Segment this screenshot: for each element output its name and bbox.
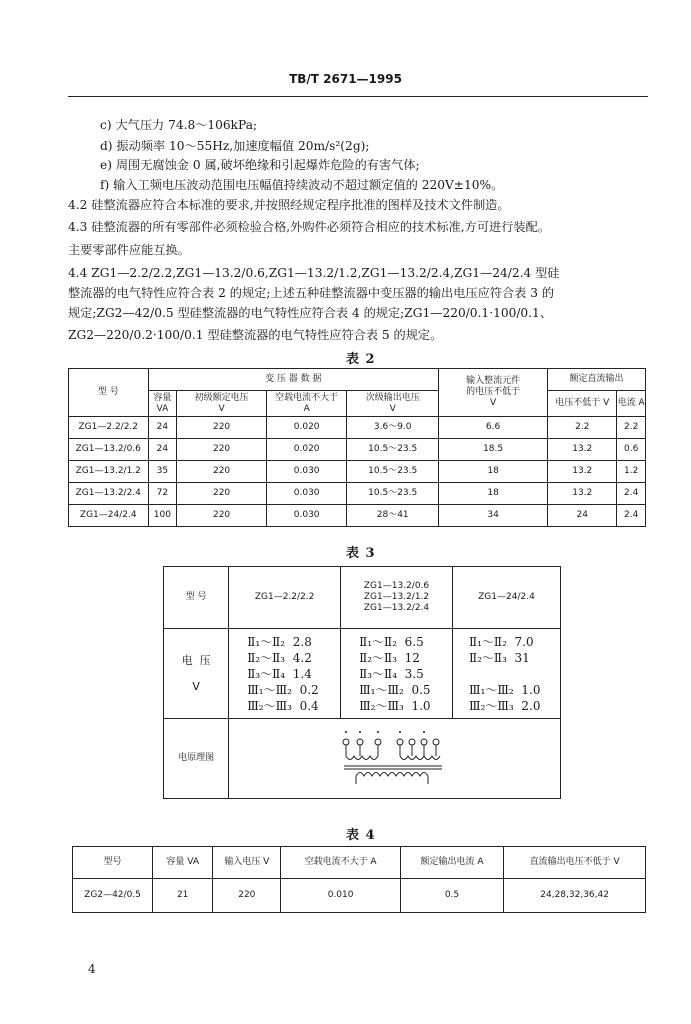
- voltage-list: Ⅱ₁～Ⅱ₂ 7.0 Ⅱ₂～Ⅱ₃ 31 Ⅲ₁～Ⅲ₂ 1.0 Ⅲ₂～Ⅲ₃ 2.0: [468, 634, 541, 713]
- table-cell: 0.030: [266, 461, 346, 483]
- table-cell: 220: [213, 879, 281, 913]
- table-cell: ZG1—2.2/2.2: [69, 417, 149, 439]
- table4-header-rated-current: 额定输出电流 A: [400, 847, 503, 879]
- table3-header-model: 型 号: [164, 567, 229, 629]
- table3-voltage-col1: [229, 629, 341, 719]
- table4-header-input-voltage: 输入电压 V: [213, 847, 281, 879]
- table-cell: 0.020: [266, 439, 346, 461]
- table-cell: 18.5: [439, 439, 548, 461]
- table-cell: 3.6～9.0: [347, 417, 439, 439]
- table2-header-model: 型 号: [69, 369, 149, 417]
- table-cell: 72: [148, 483, 177, 505]
- table-3: [163, 566, 561, 799]
- table-row: [73, 879, 646, 913]
- table2-header-input-voltage: 输入整流元件 的电压不低于 V: [439, 369, 548, 417]
- table-cell: 10.5～23.5: [347, 483, 439, 505]
- table-cell: 21: [153, 879, 213, 913]
- clause-e: e) 周围无腐蚀金 0 属,破坏绝缘和引起爆炸危险的有害气体;: [100, 158, 420, 172]
- table3-schematic: [229, 719, 561, 799]
- table-cell: 0.5: [400, 879, 503, 913]
- table-cell: 10.5～23.5: [347, 439, 439, 461]
- table-cell: 18: [439, 461, 548, 483]
- voltage-list: Ⅱ₁～Ⅱ₂ 6.5 Ⅱ₂～Ⅱ₃ 12 Ⅱ₃～Ⅱ₄ 3.5 Ⅲ₁～Ⅲ₂ 0.5 Ⅲ₂～Ⅲ₃ 1.0: [359, 634, 431, 713]
- clause-c: c) 大气压力 74.8～106kPa;: [100, 118, 258, 132]
- table-cell: 28～41: [347, 505, 439, 527]
- table-cell: ZG1—13.2/0.6: [69, 439, 149, 461]
- table-cell: 2.4: [617, 505, 646, 527]
- table-row: [69, 483, 646, 505]
- standard-number: TB/T 2671—1995: [289, 72, 402, 86]
- clause-d: d) 振动频率 10～55Hz,加速度幅值 20m/s²(2g);: [100, 139, 370, 153]
- table-row: [69, 505, 646, 527]
- table-cell: 0.030: [266, 483, 346, 505]
- table-cell: 100: [148, 505, 177, 527]
- table4-header-model: 型号: [73, 847, 153, 879]
- table-4: [72, 846, 646, 913]
- table3-voltage-col3: [452, 629, 560, 719]
- table-cell: 0.010: [281, 879, 400, 913]
- table-row: [69, 461, 646, 483]
- table4-header-dc-voltage: 直流输出电压不低于 V: [504, 847, 646, 879]
- header-rule: [68, 96, 648, 97]
- table2-header-output-voltage: 电压不低于 V: [548, 391, 617, 417]
- table-cell: 220: [177, 505, 267, 527]
- table-cell: 2.4: [617, 483, 646, 505]
- table-cell: ZG1—13.2/1.2: [69, 461, 149, 483]
- clause-4-4-line3: 规定;ZG2—42/0.5 型硅整流器的电气特性应符合表 4 的规定;ZG1—220/0.1·100/0.1、: [68, 306, 553, 320]
- table4-header-capacity: 容量 VA: [153, 847, 213, 879]
- table3-schematic-label: 电原理图: [164, 719, 229, 799]
- clause-4-2: 4.2 硅整流器应符合本标准的要求,并按照经规定程序批准的图样及技术文件制造。: [68, 198, 510, 212]
- table-cell: 13.2: [548, 439, 617, 461]
- table2-caption: 表 2: [346, 352, 376, 367]
- table2-header-output-current: 电流 A: [617, 391, 646, 417]
- table4-caption: 表 4: [346, 828, 376, 843]
- table-cell: 18: [439, 483, 548, 505]
- table2-header-rated-output: 额定直流输出: [548, 369, 646, 391]
- table3-header-col1: ZG1—2.2/2.2: [229, 567, 341, 629]
- table2-header-capacity: 容量 VA: [148, 391, 177, 417]
- table-cell: 6.6: [439, 417, 548, 439]
- table-cell: 13.2: [548, 483, 617, 505]
- clause-4-4: 4.4 ZG1—2.2/2.2,ZG1—13.2/0.6,ZG1—13.2/1.2,ZG1—13.2/2.4,ZG1—24/2.4 型硅: [68, 266, 560, 280]
- table3-header-col3: ZG1—24/2.4: [452, 567, 560, 629]
- table-cell: 2.2: [548, 417, 617, 439]
- table-cell: 220: [177, 483, 267, 505]
- clause-4-3: 4.3 硅整流器的所有零部件必须检验合格,外购件必须符合相应的技术标准,方可进行装配。: [68, 220, 550, 234]
- table2-header-noload-current: 空载电流不大于 A: [266, 391, 346, 417]
- table3-header-col2: ZG1—13.2/0.6 ZG1—13.2/1.2 ZG1—13.2/2.4: [341, 567, 453, 629]
- table-cell: 10.5～23.5: [347, 461, 439, 483]
- table-cell: ZG1—13.2/2.4: [69, 483, 149, 505]
- table-cell: 24: [148, 417, 177, 439]
- table3-voltage-label: 电 压 V: [164, 629, 229, 719]
- table2-header-secondary-voltage: 次级输出电压 V: [347, 391, 439, 417]
- table-row: [69, 417, 646, 439]
- table-cell: ZG2—42/0.5: [73, 879, 153, 913]
- table-cell: 24: [548, 505, 617, 527]
- table4-header-noload-current: 空载电流不大于 A: [281, 847, 400, 879]
- table-cell: 220: [177, 439, 267, 461]
- transformer-schematic-icon: [330, 726, 460, 792]
- table-cell: 220: [177, 461, 267, 483]
- table-cell: 24: [148, 439, 177, 461]
- table3-caption: 表 3: [346, 546, 376, 561]
- table-cell: 34: [439, 505, 548, 527]
- table-cell: 35: [148, 461, 177, 483]
- table-cell: 2.2: [617, 417, 646, 439]
- table-cell: 24,28,32,36,42: [504, 879, 646, 913]
- table-cell: 1.2: [617, 461, 646, 483]
- table-cell: 220: [177, 417, 267, 439]
- table-cell: 0.6: [617, 439, 646, 461]
- table2-header-primary-voltage: 初级额定电压 V: [177, 391, 267, 417]
- table3-voltage-col2: [341, 629, 453, 719]
- table2-header-transformer: 变 压 器 数 据: [148, 369, 439, 391]
- voltage-list: Ⅱ₁～Ⅱ₂ 2.8 Ⅱ₂～Ⅱ₃ 4.2 Ⅱ₃～Ⅱ₄ 1.4 Ⅲ₁～Ⅲ₂ 0.2 Ⅲ₂～Ⅲ₃ 0.4: [247, 634, 319, 713]
- page-number: 4: [88, 962, 96, 976]
- clause-f: f) 输入工频电压波动范围电压幅值持续波动不超过额定值的 220V±10%。: [100, 178, 504, 192]
- table-row: [69, 439, 646, 461]
- clause-4-4-line4: ZG2—220/0.2·100/0.1 型硅整流器的电气特性应符合表 5 的规定。: [68, 328, 443, 342]
- table-2: [68, 368, 646, 527]
- clause-4-4-line2: 整流器的电气特性应符合表 2 的规定;上述五种硅整流器中变压器的输出电压应符合表 3 的: [68, 286, 555, 300]
- clause-4-3-cont: 主要零部件应能互换。: [68, 243, 190, 257]
- table-cell: 0.020: [266, 417, 346, 439]
- table-cell: 13.2: [548, 461, 617, 483]
- table-cell: 0.030: [266, 505, 346, 527]
- table-cell: ZG1—24/2.4: [69, 505, 149, 527]
